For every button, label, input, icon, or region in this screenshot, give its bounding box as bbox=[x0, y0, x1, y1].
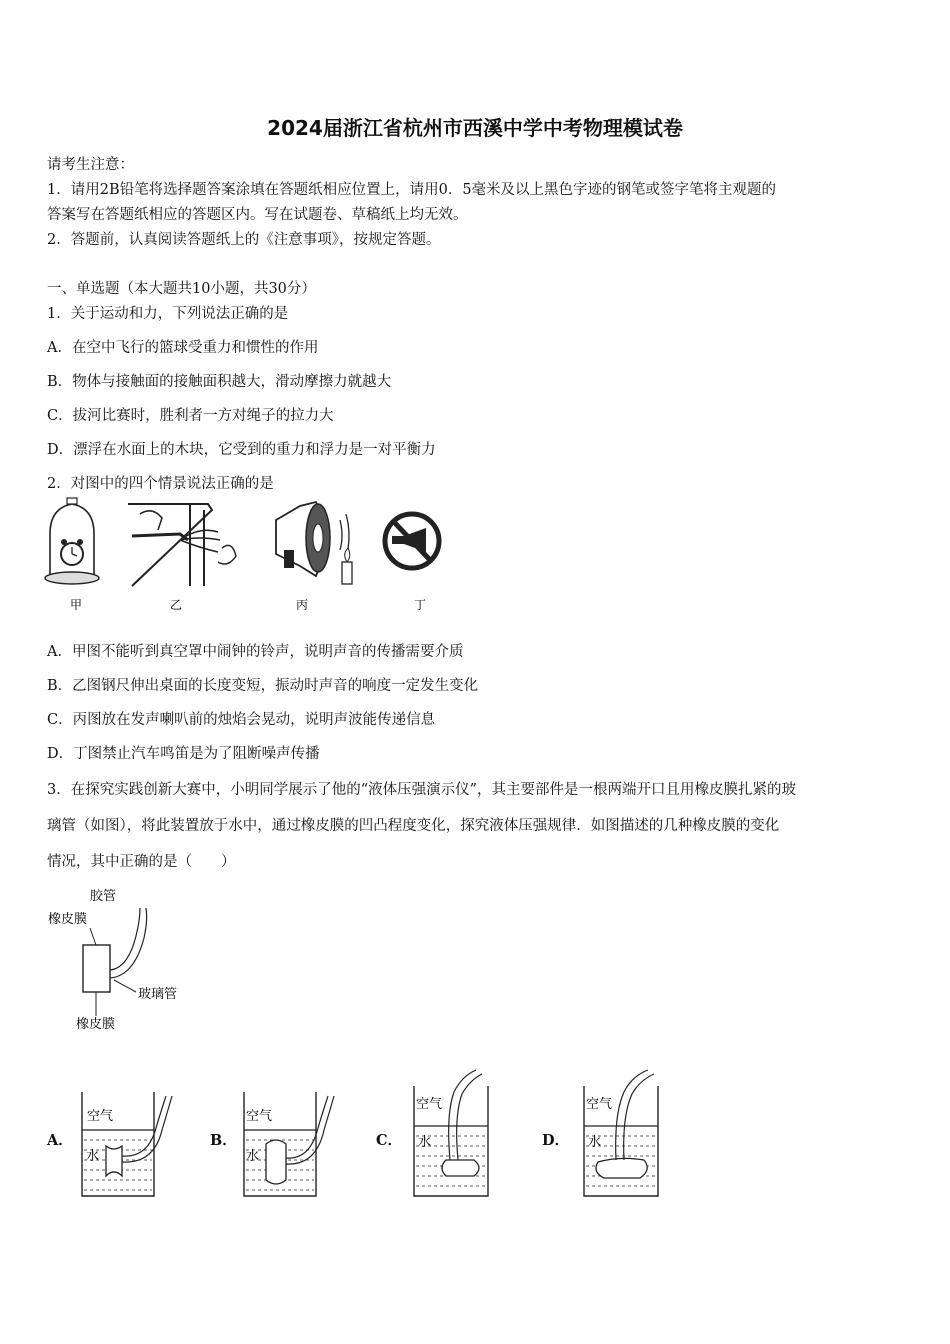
air-label: 空气 bbox=[416, 1097, 443, 1112]
caption-yi: 乙 bbox=[169, 598, 183, 612]
caption-bing: 丙 bbox=[295, 598, 309, 612]
option-a: A．甲图不能听到真空罩中闹钟的铃声，说明声音的传播需要介质 bbox=[47, 644, 464, 660]
label-membrane-bottom: 橡皮膜 bbox=[76, 1017, 116, 1032]
option-b: B．乙图钢尺伸出桌面的长度变短，振动时声音的响度一定发生变化 bbox=[47, 678, 479, 694]
notice-line: 1．请用2B铅笔将选择题答案涂填在答题纸相应位置上，请用0．5毫米及以上黑色字迹的钢笔或签字笔将主观题的 bbox=[47, 182, 777, 198]
option-letter-b: B． bbox=[210, 1132, 237, 1149]
speaker-candle-illustration bbox=[276, 502, 352, 584]
option-letter-c: C． bbox=[376, 1132, 403, 1149]
option-letter-a: A． bbox=[47, 1132, 73, 1149]
option-c: C．丙图放在发声喇叭前的烛焰会晃动，说明声波能传递信息 bbox=[47, 712, 436, 728]
option-b: B．物体与接触面的接触面积越大，滑动摩擦力就越大 bbox=[47, 374, 392, 390]
page-title: 2024届浙江省杭州市西溪中学中考物理模试卷 bbox=[267, 116, 683, 140]
option-letter-d: D． bbox=[542, 1132, 570, 1149]
label-tube: 胶管 bbox=[90, 889, 117, 904]
water-label: 水 bbox=[86, 1149, 100, 1164]
water-label: 水 bbox=[418, 1135, 432, 1150]
option-d: D．漂浮在水面上的木块，它受到的重力和浮力是一对平衡力 bbox=[47, 442, 436, 458]
beaker-option-b bbox=[240, 1088, 352, 1200]
question-stem-line: 3．在探究实践创新大赛中，小明同学展示了他的“液体压强演示仪”，其主要部件是一根两端开口且用橡皮膜扎紧的玻 bbox=[47, 782, 797, 798]
beaker-option-a bbox=[78, 1088, 190, 1200]
pressure-apparatus-diagram bbox=[40, 880, 220, 1040]
air-label: 空气 bbox=[87, 1109, 114, 1124]
section-heading: 一、单选题（本大题共10小题，共30分） bbox=[47, 281, 316, 297]
question-stem-line: 璃管（如图），将此装置放于水中，通过橡皮膜的凹凸程度变化，探究液体压强规律．如图描述的几种橡皮膜的变化 bbox=[47, 818, 780, 834]
ruler-on-table-illustration bbox=[128, 504, 236, 586]
option-a: A．在空中飞行的篮球受重力和惯性的作用 bbox=[47, 340, 319, 356]
beaker-option-d bbox=[580, 1064, 692, 1200]
bell-jar-clock-illustration bbox=[45, 498, 99, 584]
caption-ding: 丁 bbox=[413, 598, 427, 612]
label-membrane-top: 橡皮膜 bbox=[48, 912, 88, 927]
air-label: 空气 bbox=[246, 1109, 273, 1124]
notice-line: 2．答题前，认真阅读答题纸上的《注意事项》，按规定答题。 bbox=[47, 232, 441, 248]
option-d: D．丁图禁止汽车鸣笛是为了阻断噪声传播 bbox=[47, 746, 320, 762]
label-glass: 玻璃管 bbox=[138, 987, 178, 1002]
notice-line: 答案写在答题纸相应的答题区内。写在试题卷、草稿纸上均无效。 bbox=[47, 207, 468, 223]
option-c: C．拔河比赛时，胜利者一方对绳子的拉力大 bbox=[47, 408, 334, 424]
sound-scenes-figure bbox=[40, 496, 460, 616]
no-honking-sign-icon bbox=[385, 514, 439, 568]
question-stem: 2．对图中的四个情景说法正确的是 bbox=[47, 476, 274, 492]
question-stem-line: 情况，其中正确的是（ ） bbox=[47, 854, 236, 870]
air-label: 空气 bbox=[586, 1097, 613, 1112]
question-stem: 1．关于运动和力，下列说法正确的是 bbox=[47, 306, 289, 322]
notice-heading: 请考生注意： bbox=[47, 157, 134, 173]
caption-jia: 甲 bbox=[69, 598, 83, 612]
water-label: 水 bbox=[588, 1135, 602, 1150]
water-label: 水 bbox=[246, 1149, 260, 1164]
beaker-option-c bbox=[410, 1064, 522, 1200]
